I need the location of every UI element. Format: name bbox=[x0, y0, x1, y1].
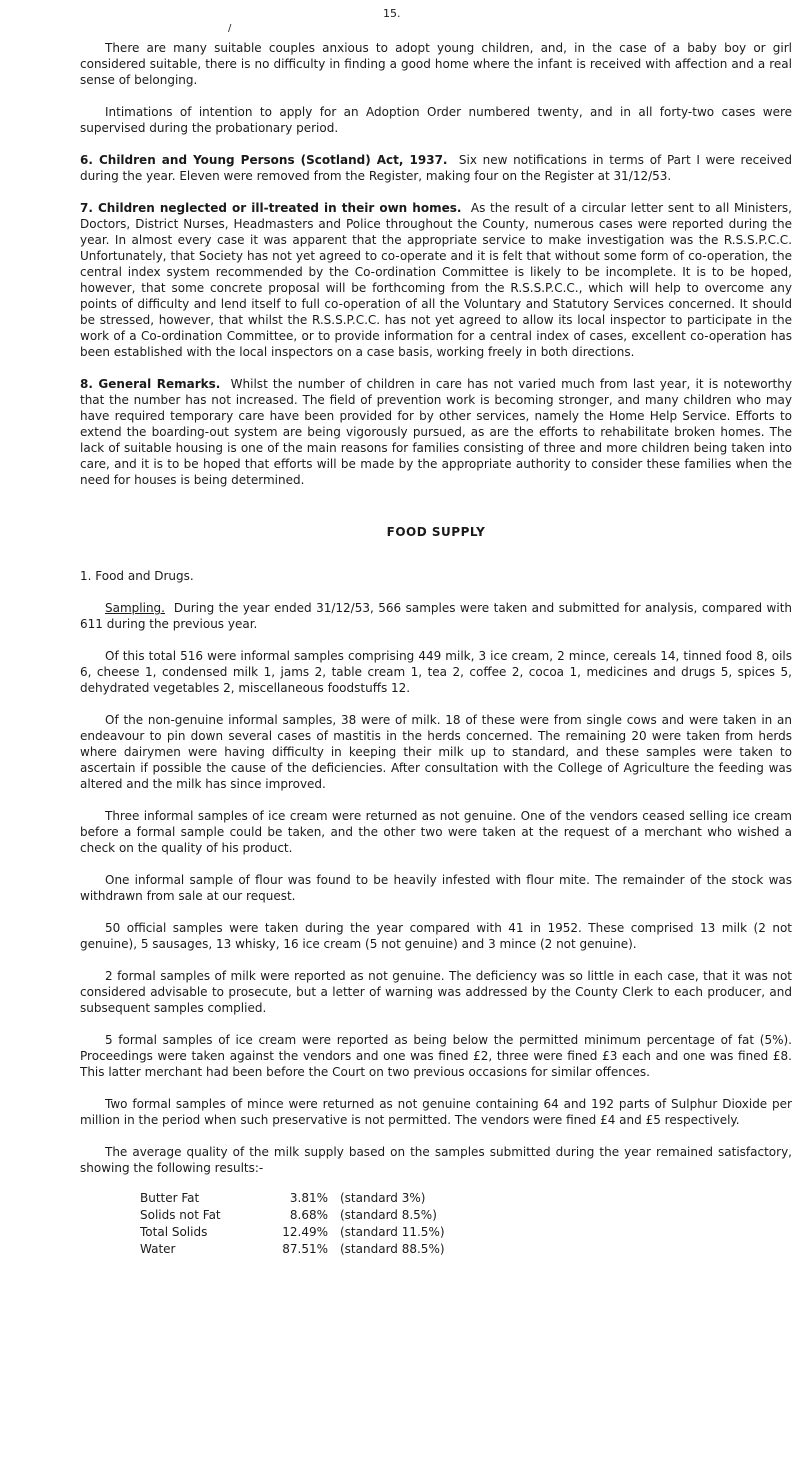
section-7-body: As the result of a circular letter sent to all Ministers, Doctors, District Nurses, Headmasters and Police throughout the County, numerous cases were reported during the year. In almost every case it was apparent that the appropriate service to make investigation was the R.S.S.P.C.C. Unfortunately, that Society has not yet agreed to co-operate and it is felt that without some form of co-operation, the central index system recommended by the Co-ordination Committee is likely to be incomplete. It is to be hoped, however, that some concrete proposal will be forthcoming from the R.S.S.P.C.C., which will help to overcome any points of difficulty and lend itself to full co-operation of all the Voluntary and Statutory Services concerned. It should be stressed, however, that whilst the R.S.S.P.C.C. has not yet agreed to allow its local inspector to participate in the work of a Co-ordination Committee, or to provide information for a central index of cases, excellent co-operation has been established with the local inspectors on a case basis, working freely in both directions. bbox=[80, 201, 792, 359]
result-label: Butter Fat bbox=[140, 1191, 200, 1205]
result-value: 8.68% bbox=[289, 1208, 328, 1222]
sampling-body: During the year ended 31/12/53, 566 samples were taken and submitted for analysis, compared with 611 during the previous year. bbox=[80, 601, 792, 631]
result-standard: (standard 8.5%) bbox=[340, 1208, 437, 1222]
table-row bbox=[140, 1224, 445, 1241]
result-label: Solids not Fat bbox=[140, 1208, 221, 1222]
section-8-heading: 8. General Remarks. bbox=[80, 377, 221, 391]
ice-cream-paragraph: Three informal samples of ice cream were returned as not genuine. One of the vendors ceased selling ice cream before a formal sample could be taken, and the other two were taken at the request of a merchant who wished a check on the quality of his product. bbox=[80, 809, 792, 855]
result-value: 12.49% bbox=[282, 1225, 328, 1239]
section-6-paragraph bbox=[80, 152, 792, 184]
result-value: 87.51% bbox=[282, 1242, 328, 1256]
average-quality-paragraph: The average quality of the milk supply based on the samples submitted during the year remained satisfactory, showing the following results:- bbox=[80, 1145, 792, 1175]
result-standard: (standard 11.5%) bbox=[340, 1225, 445, 1239]
result-label: Water bbox=[140, 1242, 176, 1256]
milk-results-table bbox=[140, 1190, 445, 1258]
table-row bbox=[140, 1190, 445, 1207]
formal-milk-paragraph: 2 formal samples of milk were reported as not genuine. The deficiency was so little in each case, that it was not considered advisable to prosecute, but a letter of warning was addressed by the County Clerk to each producer, and subsequent samples complied. bbox=[80, 969, 792, 1015]
section-8-paragraph bbox=[80, 376, 792, 488]
food-supply-heading: FOOD SUPPLY bbox=[386, 525, 486, 539]
sampling-label: Sampling. bbox=[105, 601, 165, 615]
official-samples-paragraph: 50 official samples were taken during the year compared with 41 in 1952. These comprised 13 milk (2 not genuine), 5 sausages, 13 whisky, 16 ice cream (5 not genuine) and 3 mince (2 not genuine). bbox=[80, 921, 792, 951]
section-8-body: Whilst the number of children in care has not varied much from last year, it is noteworthy that the number has not increased. The field of prevention work is becoming stronger, and many children who may have required temporary care have been provided for by other services, namely the Home Help Service. Efforts to extend the boarding-out system are being vigorously pursued, as are the efforts to rehabilitate broken homes. The lack of suitable housing is one of the main reasons for families consisting of three and more children being taken into care, and it is to be hoped that efforts will be made by the appropriate authority to consider these families when the need for houses is being determined. bbox=[80, 377, 792, 487]
sampling-paragraph bbox=[80, 600, 792, 632]
section-6-heading: 6. Children and Young Persons (Scotland) Act, 1937. bbox=[80, 153, 448, 167]
result-label: Total Solids bbox=[140, 1225, 208, 1239]
non-genuine-paragraph: Of the non-genuine informal samples, 38 were of milk. 18 of these were from single cows and were taken in an endeavour to pin down several cases of mastitis in the herds concerned. The remaining 20 were taken from herds where dairymen were having difficulty in keeping their milk up to standard, and these samples were taken to ascertain if possible the cause of the deficiencies. After consultation with the College of Agriculture the feeding was altered and the milk has since improved. bbox=[80, 713, 792, 791]
margin-mark: / bbox=[228, 23, 232, 34]
formal-ice-cream-paragraph: 5 formal samples of ice cream were reported as being below the permitted minimum percentage of fat (5%). Proceedings were taken against the vendors and one was fined £2, three were fined £3 each and one was fined £8. This latter merchant had been before the Court on two previous occasions for similar offences. bbox=[80, 1033, 792, 1079]
mince-paragraph: Two formal samples of mince were returned as not genuine containing 64 and 192 parts of Sulphur Dioxide per million in the period when such preservative is not permitted. The vendors were fined £4 and £5 respectively. bbox=[80, 1097, 792, 1127]
document-body bbox=[80, 40, 792, 1258]
adoption-paragraph-2: Intimations of intention to apply for an Adoption Order numbered twenty, and in all forty-two cases were supervised during the probationary period. bbox=[80, 105, 792, 135]
food-and-drugs-subheading: 1. Food and Drugs. bbox=[80, 569, 194, 583]
result-standard: (standard 88.5%) bbox=[340, 1242, 445, 1256]
section-7-paragraph bbox=[80, 200, 792, 360]
flour-paragraph: One informal sample of flour was found to be heavily infested with flour mite. The remainder of the stock was withdrawn from sale at our request. bbox=[80, 873, 792, 903]
section-6-body: Six new notifications in terms of Part I were received during the year. Eleven were removed from the Register, making four on the Register at 31/12/53. bbox=[80, 153, 793, 183]
informal-samples-paragraph: Of this total 516 were informal samples comprising 449 milk, 3 ice cream, 2 mince, cereals 14, tinned food 8, oils 6, cheese 1, condensed milk 1, jams 2, table cream 1, tea 2, coffee 2, cocoa 1, medicines and drugs 5, spices 5, dehydrated vegetables 2, miscellaneous foodstuffs 12. bbox=[80, 649, 792, 695]
page-number: 15. bbox=[383, 7, 401, 20]
result-value: 3.81% bbox=[289, 1191, 328, 1205]
table-row bbox=[140, 1241, 445, 1258]
section-7-heading: 7. Children neglected or ill-treated in their own homes. bbox=[80, 201, 462, 215]
table-row bbox=[140, 1207, 445, 1224]
adoption-paragraph-1: There are many suitable couples anxious to adopt young children, and, in the case of a baby boy or girl considered suitable, there is no difficulty in finding a good home where the infant is received with affection and a real sense of belonging. bbox=[80, 41, 792, 87]
result-standard: (standard 3%) bbox=[340, 1191, 426, 1205]
